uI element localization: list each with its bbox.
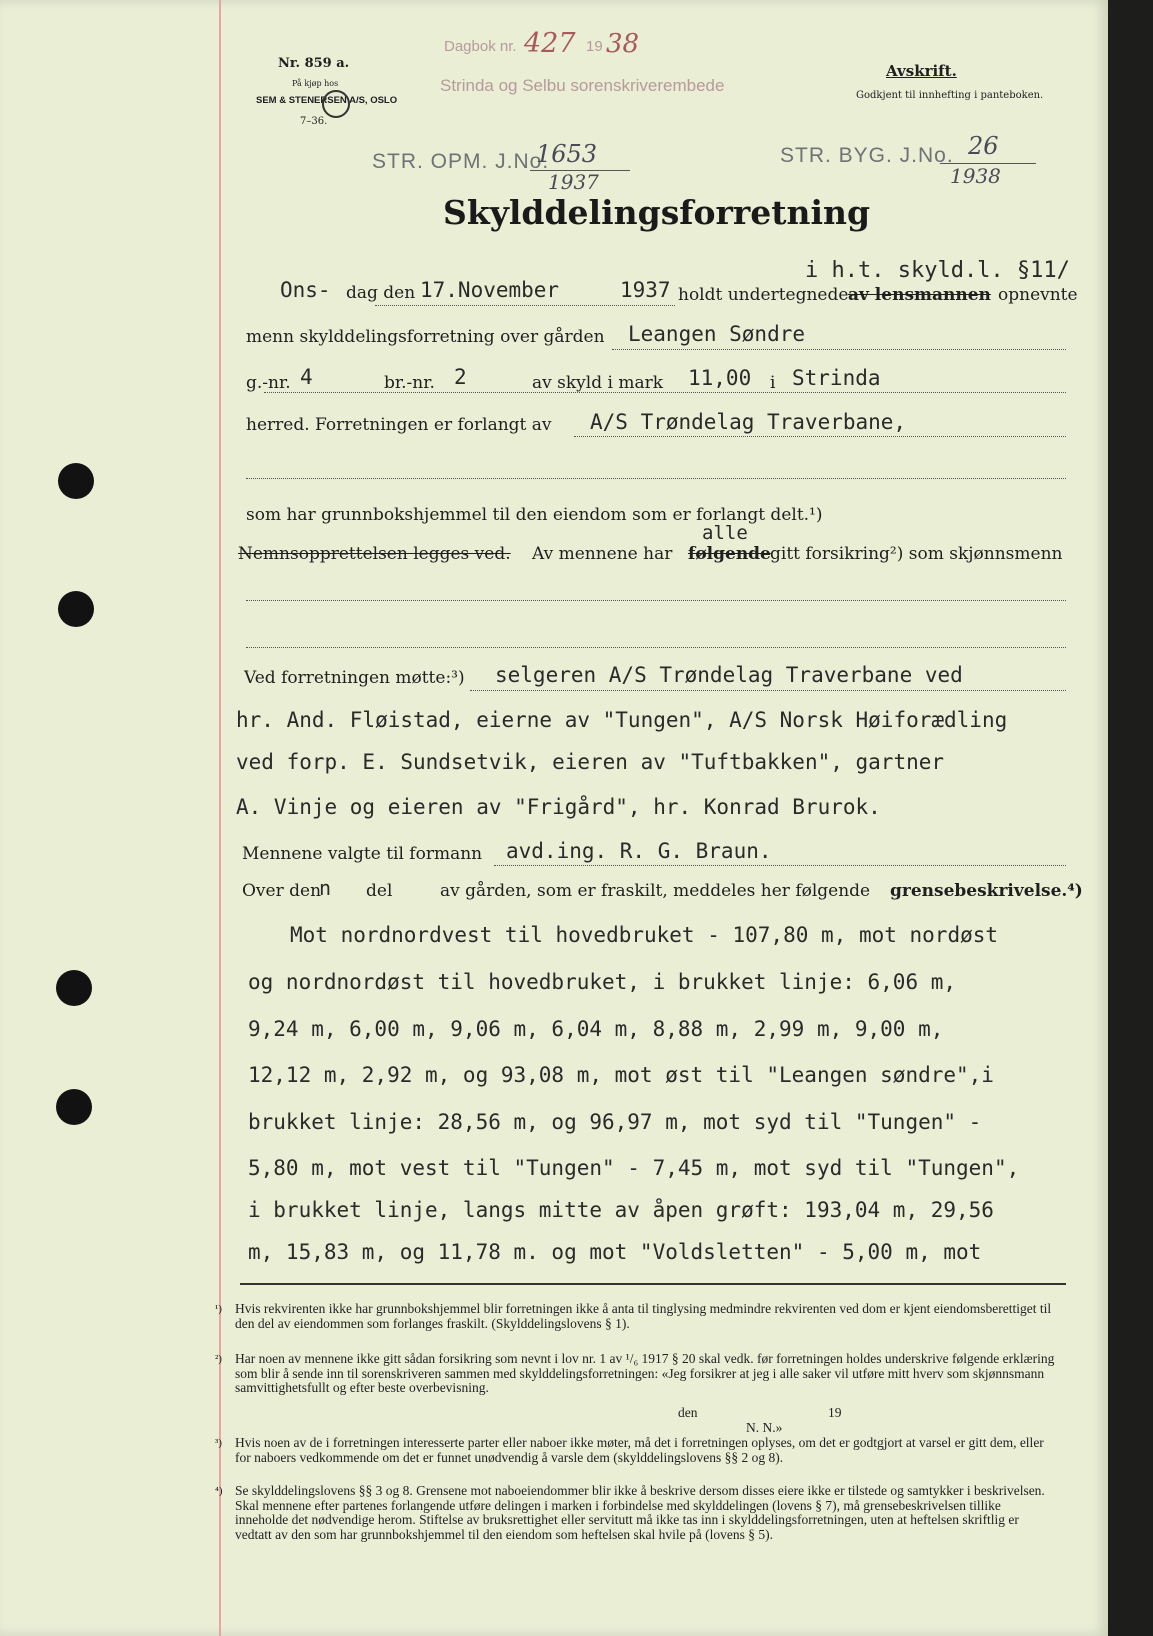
publisher-line2: SEM & STENERSEN A/S, OSLO <box>256 95 398 106</box>
dagbok-year: 38 <box>606 29 640 59</box>
farm-rule <box>612 349 1066 350</box>
struck-phrase: Nemnsopprettelsen legges ved. <box>238 544 511 564</box>
opnevnte-label: opnevnte <box>998 285 1078 305</box>
menn-label: menn skylddelingsforretning over gården <box>246 327 605 347</box>
blank-rule-2 <box>246 600 1066 601</box>
municipality-value: Strinda <box>792 366 881 390</box>
formann-label: Mennene valgte til formann <box>242 844 483 864</box>
grense-label: grensebeskrivelse.⁴) <box>890 881 1083 901</box>
hjemmel-reference: i h.t. skyld.l. §11/ <box>805 258 1070 283</box>
margin-line <box>219 0 221 1636</box>
blank-rule-3 <box>246 647 1066 648</box>
holdt-struck-text: av lensmannen <box>848 285 991 305</box>
punch-hole <box>58 463 94 499</box>
gnr-label: g.-nr. <box>246 373 291 393</box>
punch-hole <box>56 970 92 1006</box>
brnr-value: 2 <box>454 365 467 389</box>
dag-den-label: dag den <box>346 283 416 303</box>
gnr-value: 4 <box>300 365 313 389</box>
publisher-line1: På kjøp hos <box>292 79 339 88</box>
str-opm-year: 1937 <box>548 170 599 194</box>
footnote-2-text: Har noen av mennene ikke gitt sådan forsikring som nevnt i lov nr. 1 av ¹/₆ 1917 § 20 skal vedk. før forretningen holdes underskrive følgende erklæring som blir å sende inn til sorenskriveren sammen med skylddelingsforretningen: «Jeg forsikrer at jeg i alle saker vil utføre mitt hverv som skjønnsmann samvittighetsfullt og efter beste overbevisning. <box>235 1351 1055 1395</box>
year-value: 1937 <box>620 278 671 302</box>
boundary-line: 9,24 m, 6,00 m, 9,06 m, 6,04 m, 8,88 m, 2,99 m, 9,00 m, <box>248 1017 944 1041</box>
footnote-2-den: den <box>678 1405 698 1420</box>
print-date: 7–36. <box>300 116 328 127</box>
punch-hole <box>56 1089 92 1125</box>
attendee-line: A. Vinje og eieren av "Frigård", hr. Konrad Brurok. <box>236 795 881 819</box>
punch-hole <box>58 591 94 627</box>
gnr-rule <box>264 392 1066 393</box>
blank-rule-1 <box>246 478 1066 479</box>
gitt-forsikring-text: gitt forsikring²) som skjønnsmenn <box>770 544 1063 564</box>
boundary-line: 5,80 m, mot vest til "Tungen" - 7,45 m, mot syd til "Tungen", <box>248 1156 1020 1180</box>
grunnbok-text: som har grunnbokshjemmel til den eiendom som er forlangt delt.¹) <box>246 505 823 525</box>
footnote-4-number: ⁴) <box>215 1485 223 1497</box>
footnote-1-number: ¹) <box>215 1303 222 1315</box>
footnote-2-number: ²) <box>215 1353 222 1365</box>
boundary-line: 12,12 m, 2,92 m, og 93,08 m, mot øst til "Leangen søndre",i <box>248 1063 994 1087</box>
weekday-value: Ons- <box>280 278 331 302</box>
boundary-line: m, 15,83 m, og 11,78 m. og mot "Voldsletten" - 5,00 m, mot <box>248 1240 982 1264</box>
over-den-label: Over den <box>242 881 322 901</box>
footnote-3-number: ³) <box>215 1437 222 1449</box>
footnote-2-year: 19 <box>828 1405 842 1420</box>
footnote-2 <box>215 1351 1057 1396</box>
holdt-label: holdt undertegnede <box>678 285 849 305</box>
str-byg-number: 26 <box>968 132 999 160</box>
formann-value: avd.ing. R. G. Braun. <box>506 839 772 863</box>
dagbok-year-prefix: 19 <box>586 38 603 55</box>
attendee-line: ved forp. E. Sundsetvik, eieren av "Tuftbakken", gartner <box>236 750 945 774</box>
attendee-line: hr. And. Fløistad, eierne av "Tungen", A/S Norsk Høiforædling <box>236 708 1008 732</box>
requester-value: A/S Trøndelag Traverbane, <box>590 410 907 434</box>
boundary-line: brukket linje: 28,56 m, og 96,97 m, mot syd til "Tungen" - <box>248 1110 982 1134</box>
avskrift-title: Avskrift. <box>886 62 957 80</box>
del-label: del <box>366 881 393 901</box>
document-title: Skylddelingsforretning <box>443 193 871 232</box>
folgende-struck: følgende <box>688 544 771 564</box>
boundary-line: Mot nordnordvest til hovedbruket - 107,80 m, mot nordøst <box>290 923 999 947</box>
footnote-1-text: Hvis rekvirenten ikke har grunnbokshjemmel blir forretningen ikke å anta til tinglysing medmindre rekvirenten ved dom er kjent eiendomsberettiget til den del av eiendommen som forlanges fraskilt. (Skylddelingslovens § 1). <box>235 1301 1052 1331</box>
farm-name: Leangen Søndre <box>628 322 806 346</box>
ved-label: Ved forretningen møtte:³) <box>244 668 465 688</box>
str-opm-label: STR. OPM. J.No. <box>372 150 550 173</box>
footnote-3 <box>215 1435 1057 1465</box>
i-label: i <box>770 373 776 393</box>
over-rest-text: av gården, som er fraskilt, meddeles her følgende <box>440 881 871 901</box>
publisher-logo-icon <box>322 90 350 118</box>
herred-label: herred. Forretningen er forlangt av <box>246 415 552 435</box>
over-n-value: n <box>319 876 332 900</box>
str-byg-year: 1938 <box>950 164 1001 188</box>
footnote-2-nn: N. N.» <box>746 1420 783 1435</box>
footnote-1 <box>215 1301 1057 1331</box>
footnote-4 <box>215 1483 1057 1542</box>
requester-rule <box>574 436 1066 437</box>
alle-value: alle <box>702 522 748 544</box>
date-value: 17.November <box>420 278 560 302</box>
avskrift-note: Godkjent til innhefting i panteboken. <box>856 90 1044 101</box>
footnote-4-text: Se skylddelingslovens §§ 3 og 8. Grensene mot naboeiendommer blir ikke å beskrive dersom disses eiere ikke er tilstede og samtykker i beskrivelsen. Skal mennene efter partenes forlangende utføre delingen i marken i forbindelse med skylddelingen (lovens § 7), må grensebeskrivelsen tillike inneholde det nødvendige herom. Stiftelse av bruksrettighet eller servitutt må ikke tas inn i skylddelingsforretningen, uten at heftelsen skriftlig er vedtatt av den som har grunnbokshjemmel til den eiendom som heftelsen skal hvile på (lovens § 5). <box>235 1483 1045 1542</box>
skyld-value: 11,00 <box>688 366 752 390</box>
str-opm-number: 1653 <box>536 140 598 168</box>
skyld-label: av skyld i mark <box>532 373 664 393</box>
dagbok-label: Dagbok nr. <box>444 38 517 55</box>
av-mennene-label: Av mennene har <box>532 544 673 564</box>
formann-rule <box>494 865 1066 866</box>
footnote-3-text: Hvis noen av de i forretningen interesserte parter eller naboer ikke møter, må det i forretningen oplyses, om det er godtgjort at varsel er gitt dem, eller for naboers vedkommende om det er funnet unødvendig å varsle dem (skylddelingslovens §§ 2 og 8). <box>235 1435 1044 1465</box>
str-byg-label: STR. BYG. J.No. <box>780 144 954 167</box>
footnote-separator <box>240 1283 1066 1285</box>
brnr-label: br.-nr. <box>384 373 435 393</box>
boundary-line: og nordnordøst til hovedbruket, i brukket linje: 6,06 m, <box>248 970 957 994</box>
office-stamp: Strinda og Selbu sorenskriverembede <box>440 76 725 95</box>
attendee-line: selgeren A/S Trøndelag Traverbane ved <box>495 663 963 687</box>
boundary-line: i brukket linje, langs mitte av åpen grøft: 193,04 m, 29,56 <box>248 1198 994 1222</box>
dagbok-number: 427 <box>524 28 576 59</box>
attendee-rule <box>470 690 1066 691</box>
date-rule <box>375 305 675 306</box>
form-number: Nr. 859 a. <box>278 56 350 71</box>
